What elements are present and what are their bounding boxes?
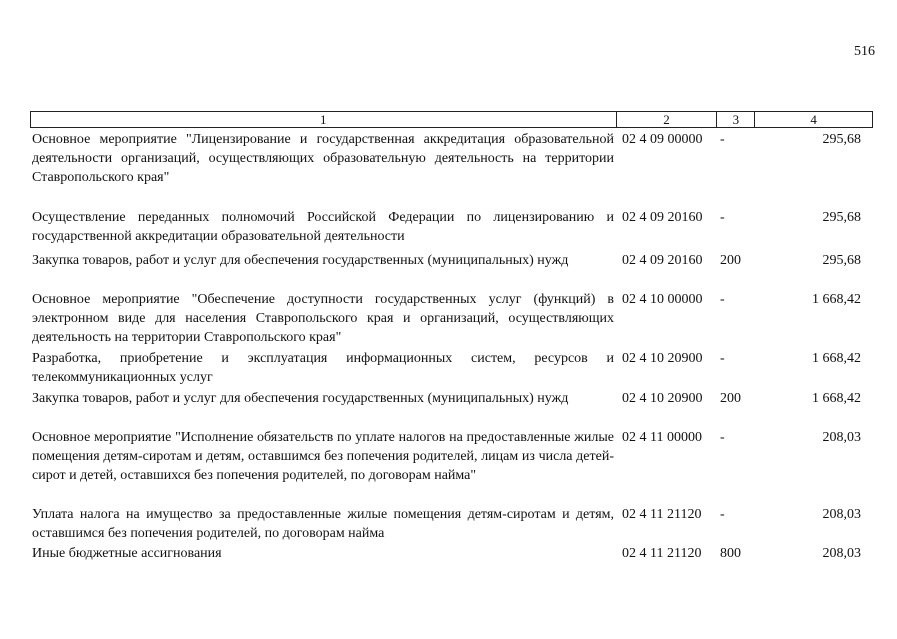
table-row	[30, 251, 873, 270]
table-row	[30, 290, 873, 347]
row-description: Основное мероприятие "Лицензирование и государственная аккредитация образовательной деятельности организаций, осуществляющих образовательную деятельность на территории Ставропольского края"	[32, 132, 614, 185]
row-code: 02 4 09 20160	[622, 210, 703, 225]
row-amount: 295,68	[822, 253, 861, 268]
row-type: -	[720, 210, 725, 225]
row-description: Уплата налога на имущество за предоставленные жилые помещения детям-сиротам и детям, оставшимся без попечения родителей, по договорам найма	[32, 507, 614, 541]
table-header	[30, 111, 873, 128]
row-description: Основное мероприятие "Исполнение обязательств по уплате налогов на предоставленные жилые помещения детям-сиротам и детям, оставшимся без попечения родителей, лицам из числа детей-сирот и детей, оставшихся без попечения родителей, по договорам найма"	[32, 430, 614, 483]
row-amount: 295,68	[822, 210, 861, 225]
row-description: Разработка, приобретение и эксплуатация информационных систем, ресурсов и телекоммуникационных услуг	[32, 351, 614, 385]
row-code: 02 4 09 20160	[622, 253, 703, 268]
header-col-4: 4	[810, 112, 817, 127]
row-code: 02 4 11 00000	[622, 430, 702, 445]
row-amount: 208,03	[822, 546, 861, 561]
row-type: -	[720, 292, 725, 307]
page-number: 516	[854, 44, 875, 59]
row-type: 200	[720, 253, 741, 268]
table-row	[30, 208, 873, 246]
header-col-2: 2	[617, 112, 718, 127]
table-row	[30, 349, 873, 387]
row-code: 02 4 11 21120	[622, 507, 702, 522]
table-row	[30, 389, 873, 408]
row-code: 02 4 10 20900	[622, 351, 703, 366]
table-row	[30, 544, 873, 563]
row-description: Закупка товаров, работ и услуг для обеспечения государственных (муниципальных) нужд	[32, 253, 569, 268]
budget-table	[30, 111, 873, 561]
row-type: -	[720, 132, 725, 147]
row-amount: 1 668,42	[812, 351, 861, 366]
row-code: 02 4 10 20900	[622, 391, 703, 406]
table-row	[30, 130, 873, 187]
row-description: Иные бюджетные ассигнования	[32, 546, 222, 561]
row-description: Осуществление переданных полномочий Российской Федерации по лицензированию и государственной аккредитации образовательной деятельности	[32, 210, 614, 244]
row-code: 02 4 09 00000	[622, 132, 703, 147]
row-amount: 1 668,42	[812, 391, 861, 406]
row-code: 02 4 10 00000	[622, 292, 703, 307]
row-type: -	[720, 507, 725, 522]
row-amount: 1 668,42	[812, 292, 861, 307]
row-amount: 295,68	[822, 132, 861, 147]
row-type: 200	[720, 391, 741, 406]
header-col-1: 1	[31, 112, 617, 127]
row-amount: 208,03	[822, 430, 861, 445]
row-type: 800	[720, 546, 741, 561]
row-description: Основное мероприятие "Обеспечение доступности государственных услуг (функций) в электронном виде для населения Ставропольского края и организаций, осуществляющих деятельность на территории Ставропольского края"	[32, 292, 614, 345]
table-row	[30, 505, 873, 543]
table-row	[30, 428, 873, 485]
header-col-3: 3	[717, 112, 755, 127]
row-type: -	[720, 351, 725, 366]
row-description: Закупка товаров, работ и услуг для обеспечения государственных (муниципальных) нужд	[32, 391, 569, 406]
row-amount: 208,03	[822, 507, 861, 522]
row-code: 02 4 11 21120	[622, 546, 702, 561]
row-type: -	[720, 430, 725, 445]
